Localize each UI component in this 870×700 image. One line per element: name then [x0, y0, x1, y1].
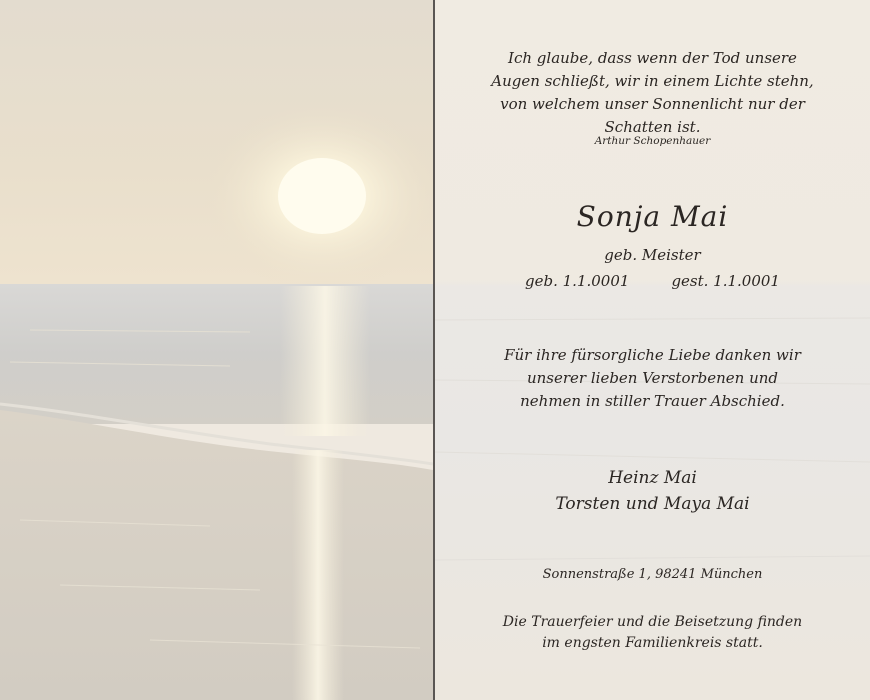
birth-name: geb. Meister	[604, 246, 701, 264]
mourner-name: Heinz Mai	[608, 468, 697, 488]
quote-author: Arthur Schopenhauer	[594, 135, 711, 147]
thanks-line: unserer lieben Verstorbenen und	[526, 369, 779, 387]
quote-line: von welchem unser Sonnenlicht nur der	[500, 95, 805, 113]
quote	[435, 47, 870, 139]
life-dates	[435, 271, 870, 291]
thanks-text	[435, 344, 870, 413]
sunset-sea-beach-photo	[0, 0, 433, 700]
deceased-name: Sonja Mai	[576, 200, 729, 233]
mourner-name: Torsten und Maya Mai	[555, 494, 750, 514]
address: Sonnenstraße 1, 98241 München	[542, 567, 763, 582]
thanks-line: Für ihre fürsorgliche Liebe danken wir	[504, 346, 801, 364]
ceremony-line: Die Trauerfeier und die Beisetzung finden	[502, 614, 803, 630]
sunset-sea-photo	[0, 0, 433, 700]
mourners	[435, 465, 870, 517]
death-date: gest. 1.1.0001	[671, 272, 780, 290]
quote-line: Schatten ist.	[604, 118, 701, 136]
thanks-line: nehmen in stiller Trauer Abschied.	[520, 392, 785, 410]
birth-date: geb. 1.1.0001	[525, 272, 630, 290]
text-panel	[435, 0, 870, 700]
ceremony-note	[435, 612, 870, 654]
quote-line: Augen schließt, wir in einem Lichte stehn,	[491, 72, 814, 90]
quote-line: Ich glaube, dass wenn der Tod unsere	[508, 49, 797, 67]
ceremony-line: im engsten Familienkreis statt.	[542, 635, 763, 651]
